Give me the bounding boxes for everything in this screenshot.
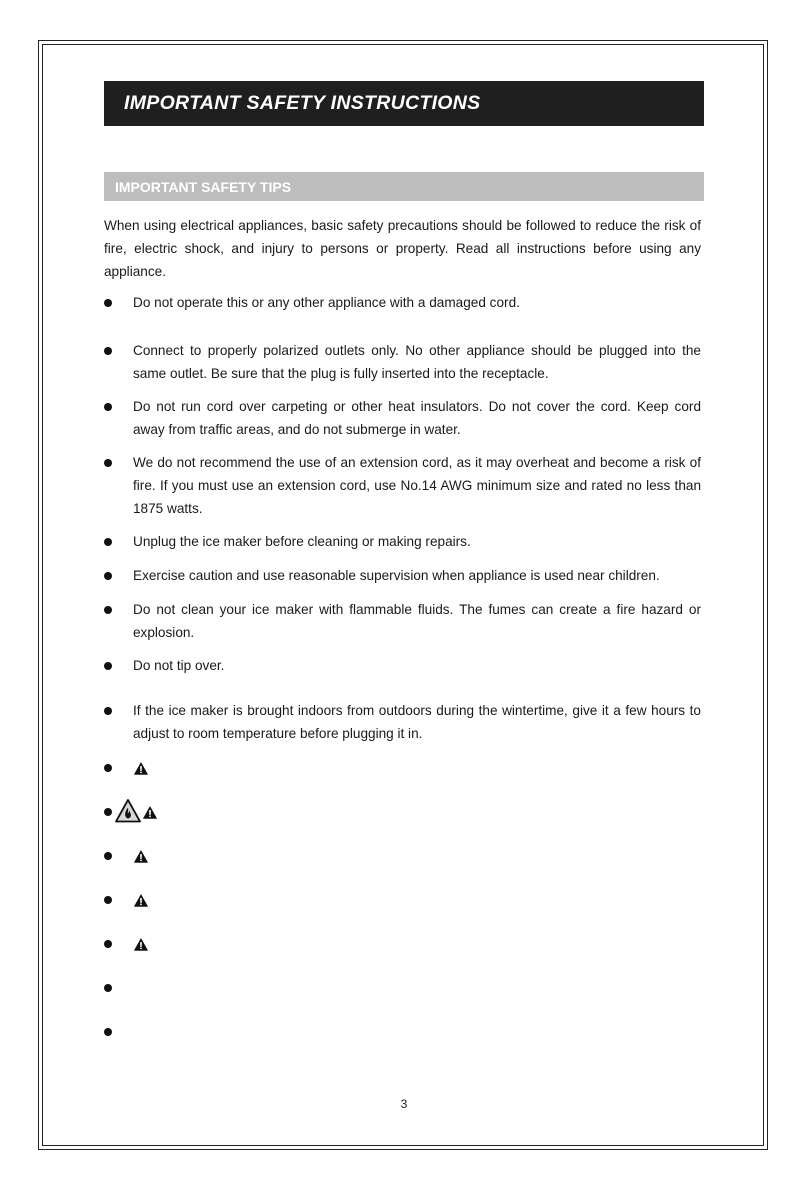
bullet-dot xyxy=(104,299,112,307)
bullet-dot xyxy=(104,347,112,355)
bullet-text: Do not operate this or any other appliance with a damaged cord. xyxy=(133,295,520,310)
section-header-bar xyxy=(104,172,704,201)
bullet-dot xyxy=(104,896,112,904)
page-title: IMPORTANT SAFETY INSTRUCTIONS xyxy=(124,92,481,114)
bullet-text: If the ice maker is brought indoors from outdoors during the wintertime, give it a few hours to adjust to room temperature before plugging it in. xyxy=(133,703,701,741)
bullet-dot xyxy=(104,984,112,992)
bullet-dot xyxy=(104,1028,112,1036)
bullet-dot xyxy=(104,808,112,816)
flammable-warning-icon xyxy=(115,799,141,823)
page-number: 3 xyxy=(400,1097,408,1111)
bullet-text: Connect to properly polarized outlets only. No other appliance should be plugged into the same outlet. Be sure that the plug is fully inserted into the receptacle. xyxy=(133,343,701,381)
warning-triangle-icon xyxy=(143,806,157,819)
bullet-dot xyxy=(104,852,112,860)
warning-triangle-icon xyxy=(134,894,148,907)
bullet-dot xyxy=(104,403,112,411)
bullet-text: Do not tip over. xyxy=(133,658,225,673)
page-title-bar xyxy=(104,81,704,126)
bullet-text: We do not recommend the use of an extension cord, as it may overheat and become a risk of fire. If you must use an extension cord, use No.14 AWG minimum size and rated no less than 1875 watts. xyxy=(133,455,701,516)
bullet-dot xyxy=(104,662,112,670)
bullet-dot xyxy=(104,707,112,715)
warning-triangle-icon xyxy=(134,938,148,951)
bullet-dot xyxy=(104,459,112,467)
bullet-dot xyxy=(104,572,112,580)
bullet-dot xyxy=(104,606,112,614)
section-title: IMPORTANT SAFETY TIPS xyxy=(115,178,292,195)
page-border-inner xyxy=(42,44,764,1146)
intro-paragraph: When using electrical appliances, basic safety precautions should be followed to reduce the risk of fire, electric shock, and injury to persons or property. Read all instructions before using any appliance. xyxy=(104,218,701,279)
warning-triangle-icon xyxy=(134,850,148,863)
bullet-text: Do not clean your ice maker with flammable fluids. The fumes can create a fire hazard or explosion. xyxy=(133,602,701,640)
bullet-text: Exercise caution and use reasonable supervision when appliance is used near children. xyxy=(133,568,660,583)
bullet-text: Do not run cord over carpeting or other heat insulators. Do not cover the cord. Keep cord away from traffic areas, and do not submerge in water. xyxy=(133,399,701,437)
bullet-text: Unplug the ice maker before cleaning or making repairs. xyxy=(133,534,471,549)
warning-triangle-icon xyxy=(134,762,148,775)
bullet-dot xyxy=(104,538,112,546)
bullet-dot xyxy=(104,940,112,948)
bullet-dot xyxy=(104,764,112,772)
